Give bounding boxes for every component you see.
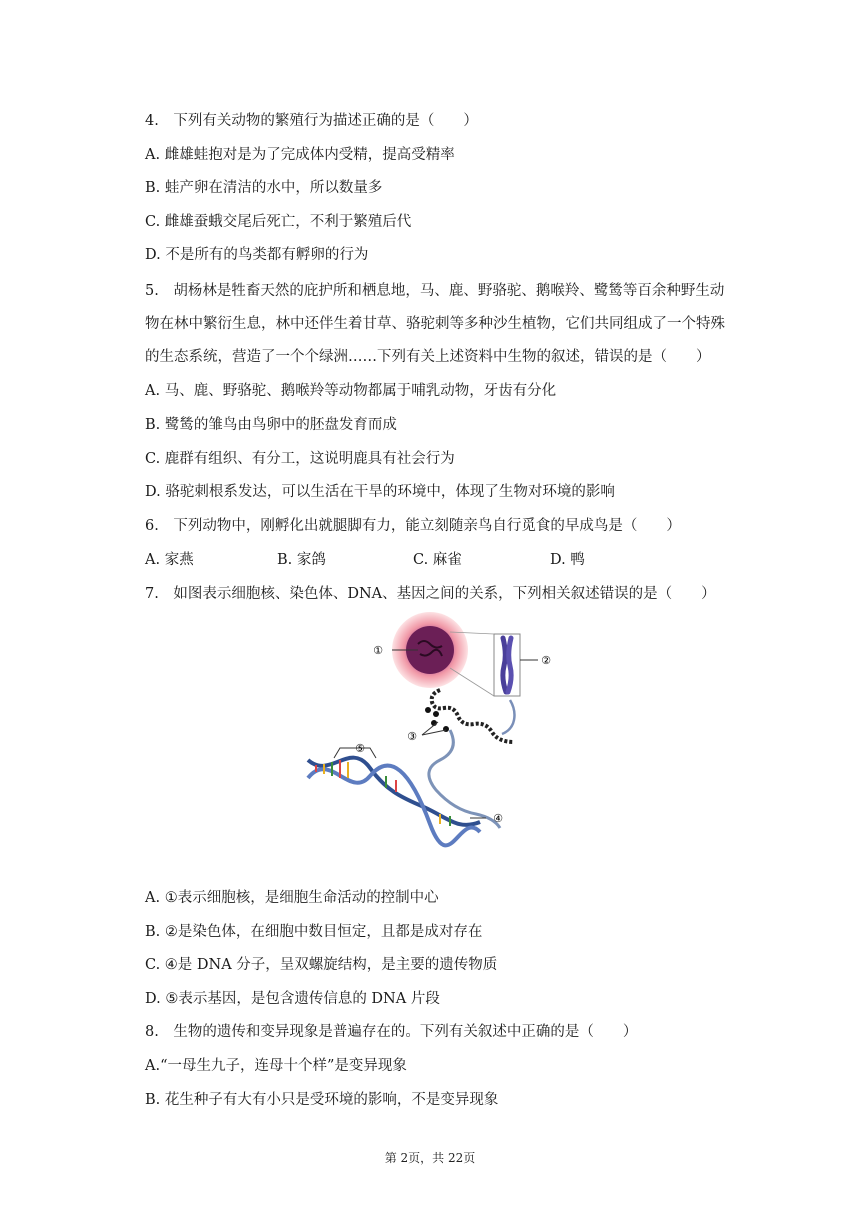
q7-stem: 7. 如图表示细胞核、染色体、DNA、基因之间的关系，下列相关叙述错误的是（ ） [145, 586, 716, 602]
label-5-text: ⑤ [355, 742, 365, 755]
q5-option-a: A. 马、鹿、野骆驼、鹅喉羚等动物都属于哺乳动物，牙齿有分化 [145, 383, 557, 399]
q4-stem: 4. 下列有关动物的繁殖行为描述正确的是（ ） [145, 113, 478, 129]
q6-option-d: D. 鸭 [550, 552, 585, 568]
q4-option-b: B. 蛙产卵在清洁的水中，所以数量多 [145, 180, 383, 196]
q5-stem-line3: 的生态系统，营造了一个个绿洲……下列有关上述资料中生物的叙述，错误的是（ ） [145, 349, 711, 365]
q5-option-d: D. 骆驼刺根系发达，可以生活在干旱的环境中，体现了生物对环境的影响 [145, 484, 615, 500]
q6-stem: 6. 下列动物中，刚孵化出就腿脚有力，能立刻随亲鸟自行觅食的早成鸟是（ ） [145, 518, 681, 534]
label-3-text: ③ [407, 730, 417, 743]
q8-option-b: B. 花生种子有大有小只是受环境的影响，不是变异现象 [145, 1092, 499, 1108]
q4-option-c: C. 雌雄蚕蛾交尾后死亡，不利于繁殖后代 [145, 214, 412, 230]
q5-stem-line1: 5. 胡杨林是牲畜天然的庇护所和栖息地，马、鹿、野骆驼、鹅喉羚、鹭鸶等百余种野生动 [145, 283, 725, 299]
q4-option-d: D. 不是所有的鸟类都有孵卵的行为 [145, 247, 369, 263]
q6-option-b: B. 家鸽 [277, 552, 326, 568]
chromosome-callout-box [494, 634, 520, 696]
label-4-text: ④ [493, 812, 503, 825]
q4-option-a: A. 雌雄蛙抱对是为了完成体内受精，提高受精率 [145, 147, 455, 163]
dna-double-helix [308, 758, 480, 846]
q7-option-d: D. ⑤表示基因，是包含遗传信息的 DNA 片段 [145, 991, 440, 1007]
q6-option-a: A. 家燕 [145, 552, 194, 568]
chromosome-dna-figure [300, 610, 560, 870]
label-1-text: ① [373, 644, 383, 657]
q6-option-c: C. 麻雀 [413, 552, 462, 568]
label-5 [355, 742, 365, 755]
label-2 [541, 654, 551, 667]
q8-stem: 8. 生物的遗传和变异现象是普遍存在的。下列有关叙述中正确的是（ ） [145, 1024, 638, 1040]
page-footer: 第 2页，共 22页 [384, 1151, 476, 1165]
q5-stem-line2: 物在林中繁衍生息，林中还伴生着甘草、骆驼刺等多种沙生植物，它们共同组成了一个特殊 [145, 316, 725, 332]
label-4 [493, 812, 503, 825]
label-1 [373, 644, 383, 657]
q7-option-c: C. ④是 DNA 分子，呈双螺旋结构，是主要的遗传物质 [145, 957, 498, 973]
q7-option-a: A. ①表示细胞核，是细胞生命活动的控制中心 [145, 890, 439, 906]
q5-option-c: C. 鹿群有组织、有分工，这说明鹿具有社会行为 [145, 451, 455, 467]
q8-option-a: A.“一母生九子，连母十个样”是变异现象 [145, 1058, 407, 1074]
label-2-text: ② [541, 654, 551, 667]
label-3 [407, 730, 417, 743]
q7-option-b: B. ②是染色体，在细胞中数目恒定，且都是成对存在 [145, 924, 483, 940]
chromatin-coil [425, 690, 515, 742]
q5-option-b: B. 鹭鸶的雏鸟由鸟卵中的胚盘发育而成 [145, 417, 397, 433]
